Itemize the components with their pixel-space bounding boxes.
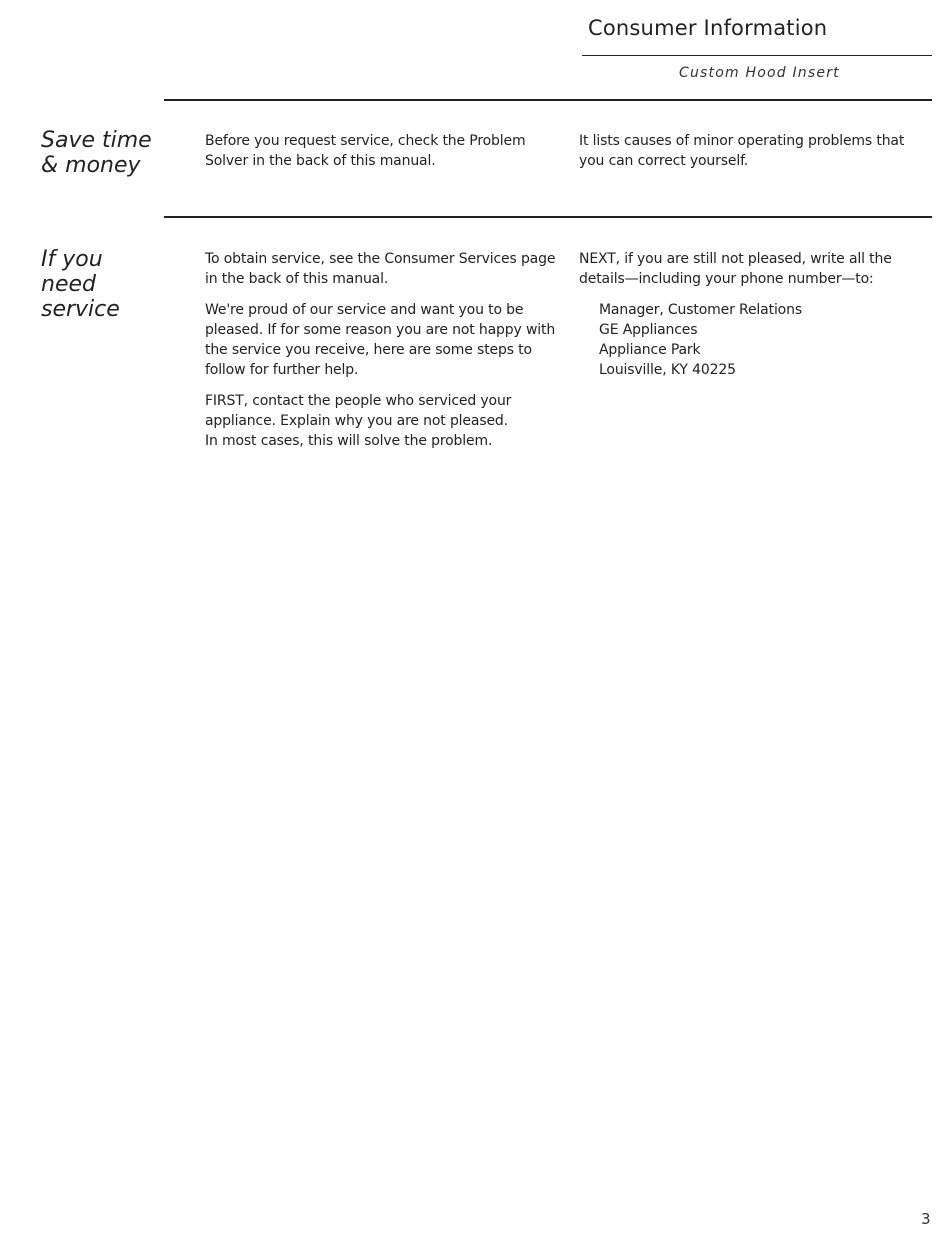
header-divider	[582, 55, 932, 56]
text-line: follow for further help.	[205, 362, 359, 379]
text-line: appliance. Explain why you are not pleased.	[205, 413, 508, 430]
paragraph	[205, 249, 570, 290]
text-line: in the back of this manual.	[205, 271, 389, 288]
text-line: pleased. If for some reason you are not happy with	[205, 321, 556, 338]
section-divider	[164, 99, 932, 101]
mailing-address	[599, 300, 929, 381]
section-right-column	[579, 131, 929, 182]
text-line: details—including your phone number—to:	[579, 271, 874, 288]
paragraph	[205, 131, 565, 172]
section-heading-need-service	[41, 247, 159, 322]
text-line: the service you receive, here are some steps to	[205, 342, 532, 359]
heading-line: service	[41, 297, 120, 322]
text-line: you can correct yourself.	[579, 153, 749, 170]
heading-line: need	[41, 272, 96, 297]
heading-line: & money	[41, 153, 141, 178]
section-right-column	[579, 249, 929, 381]
heading-line: Save time	[41, 128, 152, 153]
section-divider	[164, 216, 932, 218]
text-line: In most cases, this will solve the problem.	[205, 433, 493, 450]
heading-line: If you	[41, 247, 103, 272]
text-line: To obtain service, see the Consumer Services page	[205, 251, 556, 267]
text-line: Solver in the back of this manual.	[205, 153, 436, 170]
paragraph	[205, 300, 570, 381]
paragraph	[579, 131, 929, 172]
paragraph	[579, 249, 929, 290]
address-line: Louisville, KY 40225	[599, 362, 736, 379]
text-line: NEXT, if you are still not pleased, write all the	[579, 251, 892, 267]
section-heading-save-time	[41, 128, 159, 178]
page-number: 3	[921, 1210, 931, 1228]
page-header-title: Consumer Information	[588, 16, 828, 40]
section-left-column	[205, 131, 565, 182]
text-line: We're proud of our service and want you to be	[205, 301, 524, 318]
address-line: Appliance Park	[599, 342, 701, 359]
text-line: It lists causes of minor operating problems that	[579, 133, 905, 149]
page-header-subtitle: Custom Hood Insert	[679, 65, 840, 81]
address-line: GE Appliances	[599, 321, 698, 338]
text-line: FIRST, contact the people who serviced your	[205, 392, 512, 409]
address-line: Manager, Customer Relations	[599, 301, 802, 318]
section-left-column	[205, 249, 570, 462]
text-line: Before you request service, check the Problem	[205, 133, 526, 149]
paragraph	[205, 391, 570, 452]
